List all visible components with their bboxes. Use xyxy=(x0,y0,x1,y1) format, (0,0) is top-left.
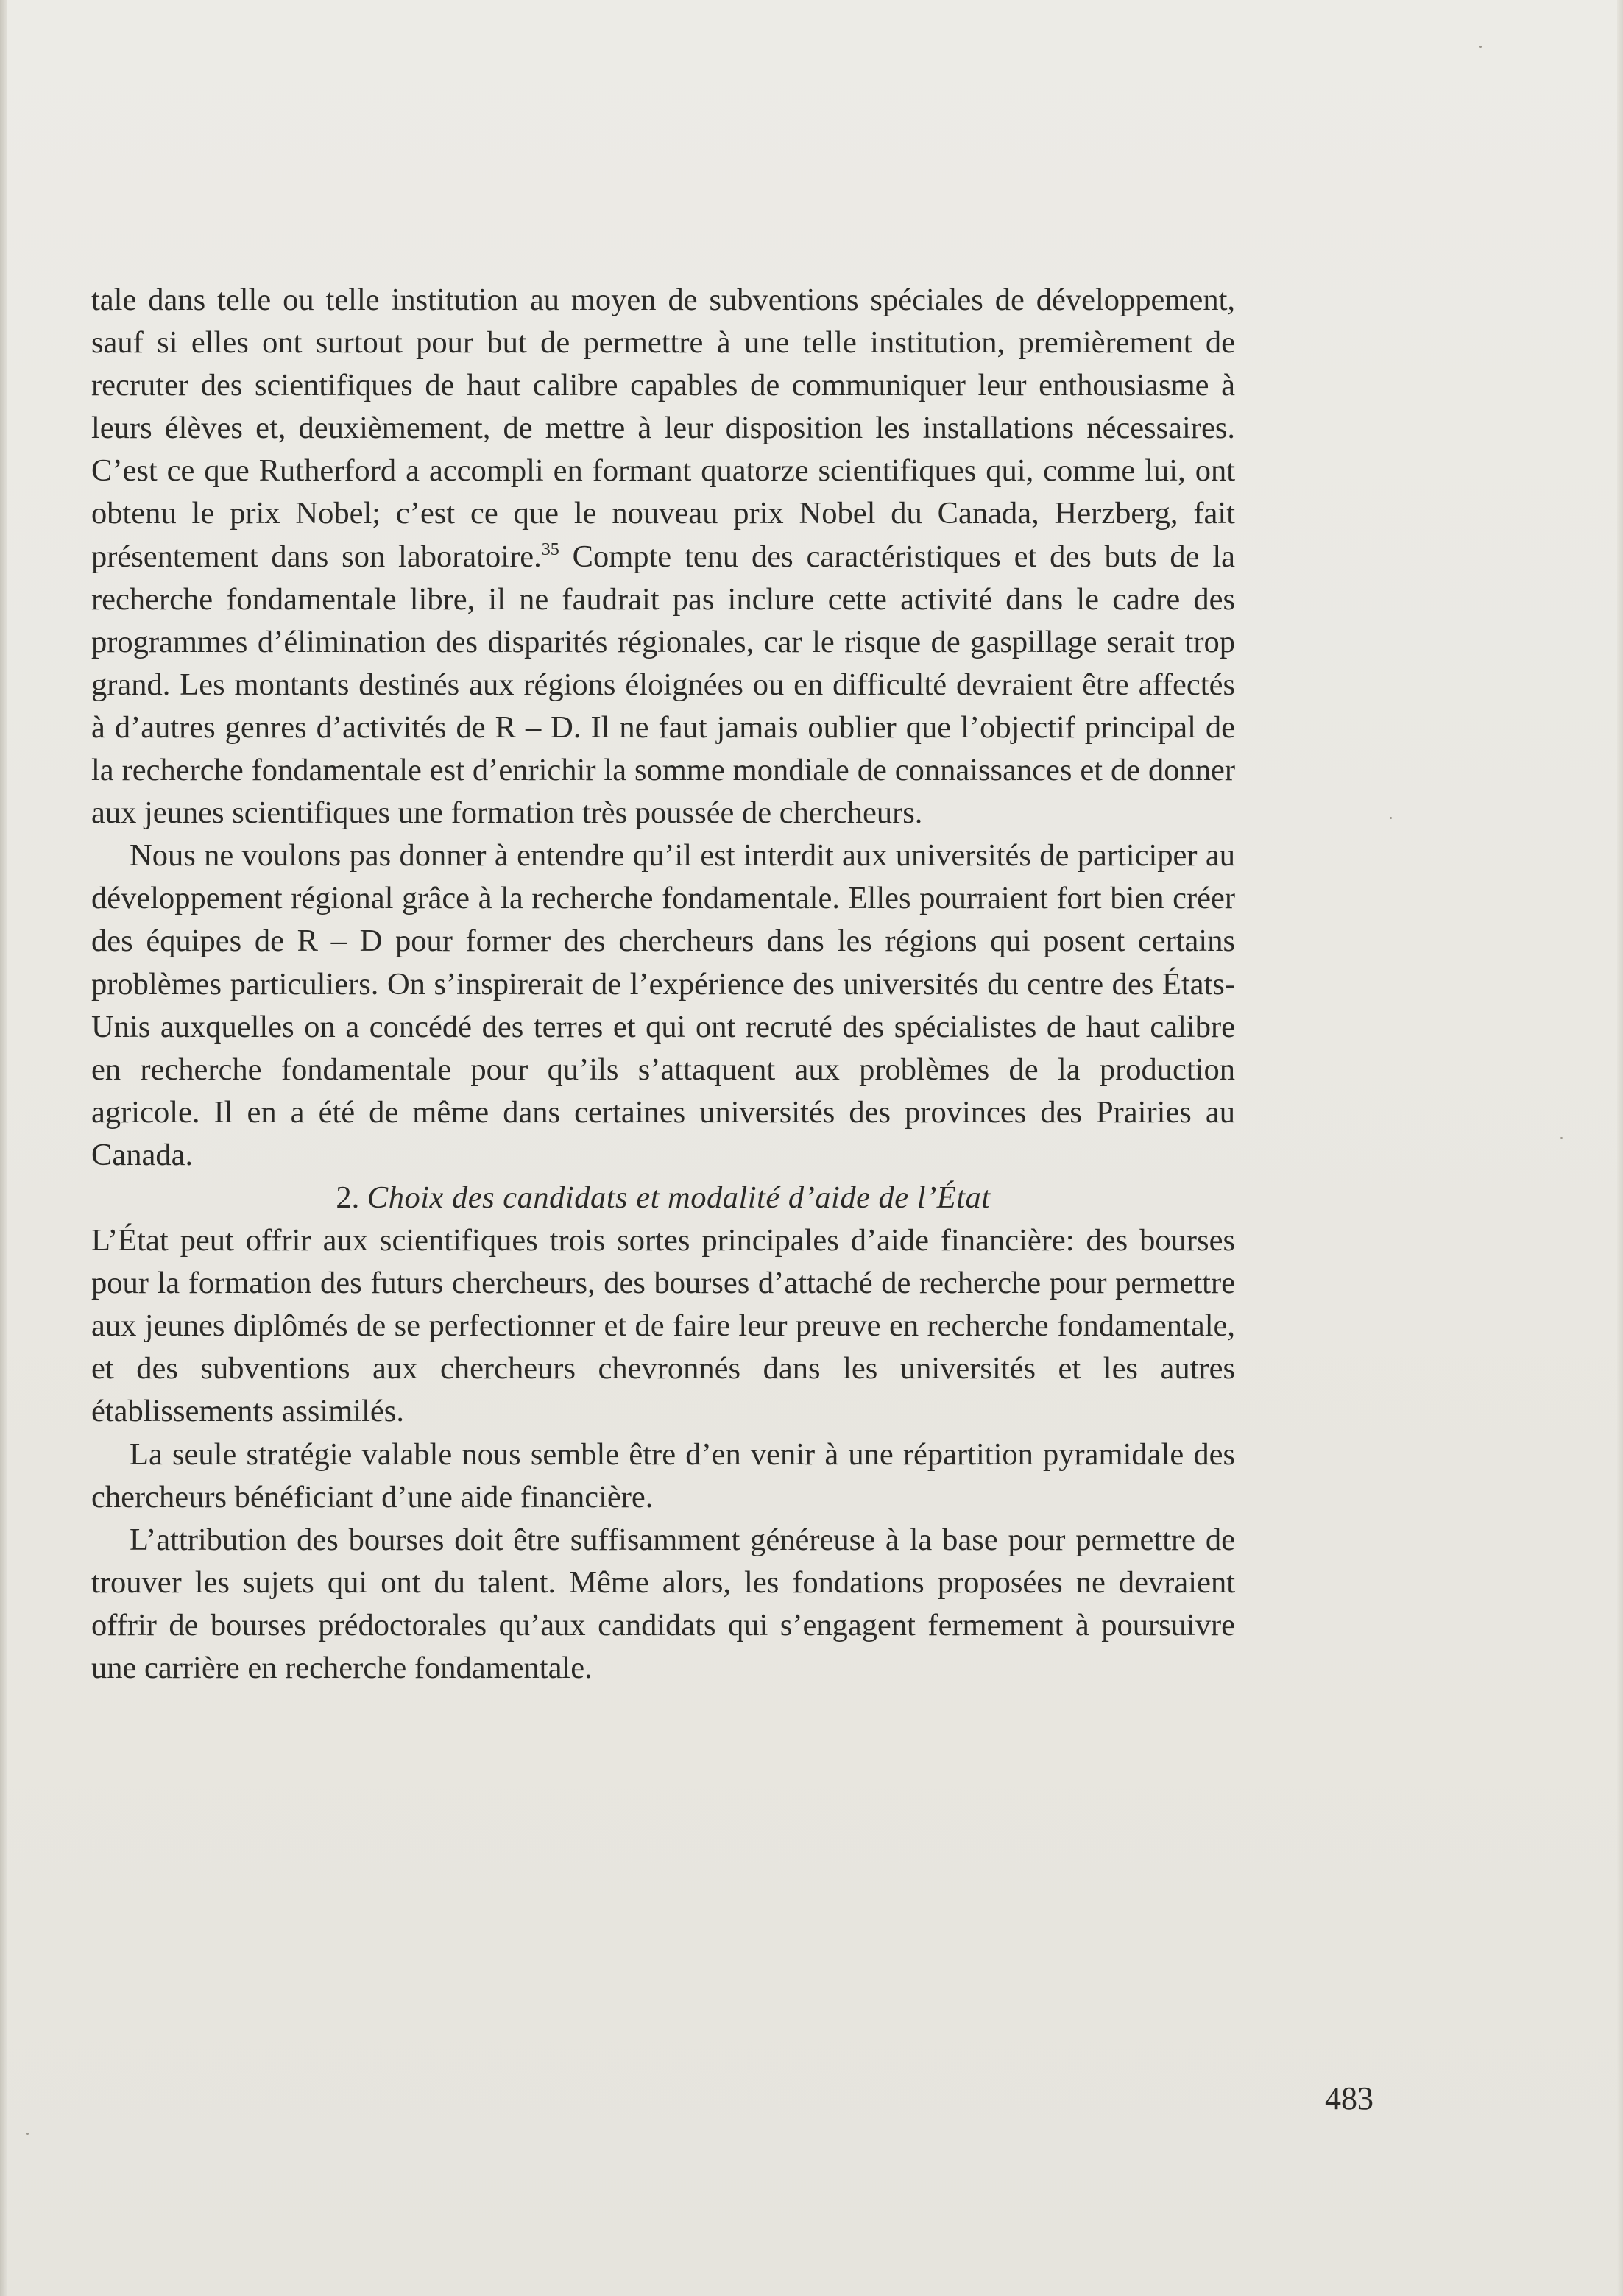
paragraph-text-after-footnote: Compte tenu des caractéristiques et des buts de la recherche fondamentale libre, il ne faudrait pas inclure cette activité dans le cadre des programmes d’élimination des disparités régionales, car le risque de gaspillage serait trop grand. Les montants destinés aux régions éloignées ou en difficulté devraient être affectés à d’autres genres d’activités de R – D. Il ne faut jamais oublier que l’objectif principal de la recherche fondamentale est d’enrichir la somme mondiale de connaissances et de donner aux jeunes scientifiques une formation très poussée de chercheurs. xyxy=(91,539,1235,831)
paragraph: L’attribution des bourses doit être suffisamment généreuse à la base pour permettre de trouver les sujets qui ont du talent. Même alors, les fondations proposées ne devraient offrir de bourses prédoctorales qu’aux candidats qui s’engagent fermement à poursuivre une carrière en recherche fondamentale. xyxy=(91,1522,1235,1685)
section-number: 2. xyxy=(336,1180,360,1215)
body-text xyxy=(91,279,1235,1690)
paragraph-continued xyxy=(91,279,1235,835)
page-binding-edge xyxy=(0,0,7,2296)
paper-speck xyxy=(26,2133,29,2135)
page-number: 483 xyxy=(1325,2080,1373,2116)
paragraph: La seule stratégie valable nous semble être d’en venir à une répartition pyramidale des chercheurs bénéficiant d’une aide financière. xyxy=(91,1436,1235,1514)
paper-speck xyxy=(1560,1137,1563,1139)
paper-speck xyxy=(1390,817,1392,819)
paragraph: L’État peut offrir aux scientifiques trois sortes principales d’aide financière: des bourses pour la formation des futurs chercheurs, des bourses d’attaché de recherche pour permettre aux jeunes diplômés de se perfectionner et de faire leur preuve en recherche fondamentale, et des subventions aux chercheurs chevronnés dans les universités et les autres établissements assimilés. xyxy=(91,1223,1235,1429)
paragraph: Nous ne voulons pas donner à entendre qu’il est interdit aux universités de participer au développement régional grâce à la recherche fondamentale. Elles pourraient fort bien créer des équipes de R – D pour former des chercheurs dans les régions qui posent certains problèmes particuliers. On s’inspirerait de l’expérience des universités du centre des États-Unis auxquelles on a concédé des terres et qui ont recruté des spécialistes de haut calibre en recherche fondamentale pour qu’ils s’attaquent aux problèmes de la production agricole. Il en a été de même dans certaines universités des provinces des Prairies au Canada. xyxy=(91,838,1235,1172)
paragraph-text-before-footnote: tale dans telle ou telle institution au moyen de subventions spéciales de développement, sauf si elles ont surtout pour but de permettre à une telle institution, premièrement de recruter des scientifiques de haut calibre capables de communiquer leur enthousiasme à leurs élèves et, deuxièmement, de mettre à leur disposition les installations nécessaires. C’est ce que Rutherford a accompli en formant quatorze scientifiques qui, comme lui, ont obtenu le prix Nobel; c’est ce que le nouveau prix Nobel du Canada, Herzberg, fait présentement dans son laboratoire. xyxy=(91,283,1235,574)
paper-speck xyxy=(1479,46,1482,48)
section-title: Choix des candidats et modalité d’aide de l’État xyxy=(367,1180,991,1215)
page-outer-edge xyxy=(1617,0,1623,2296)
footnote-reference[interactable]: 35 xyxy=(541,539,559,559)
section-heading xyxy=(91,1177,1235,1219)
